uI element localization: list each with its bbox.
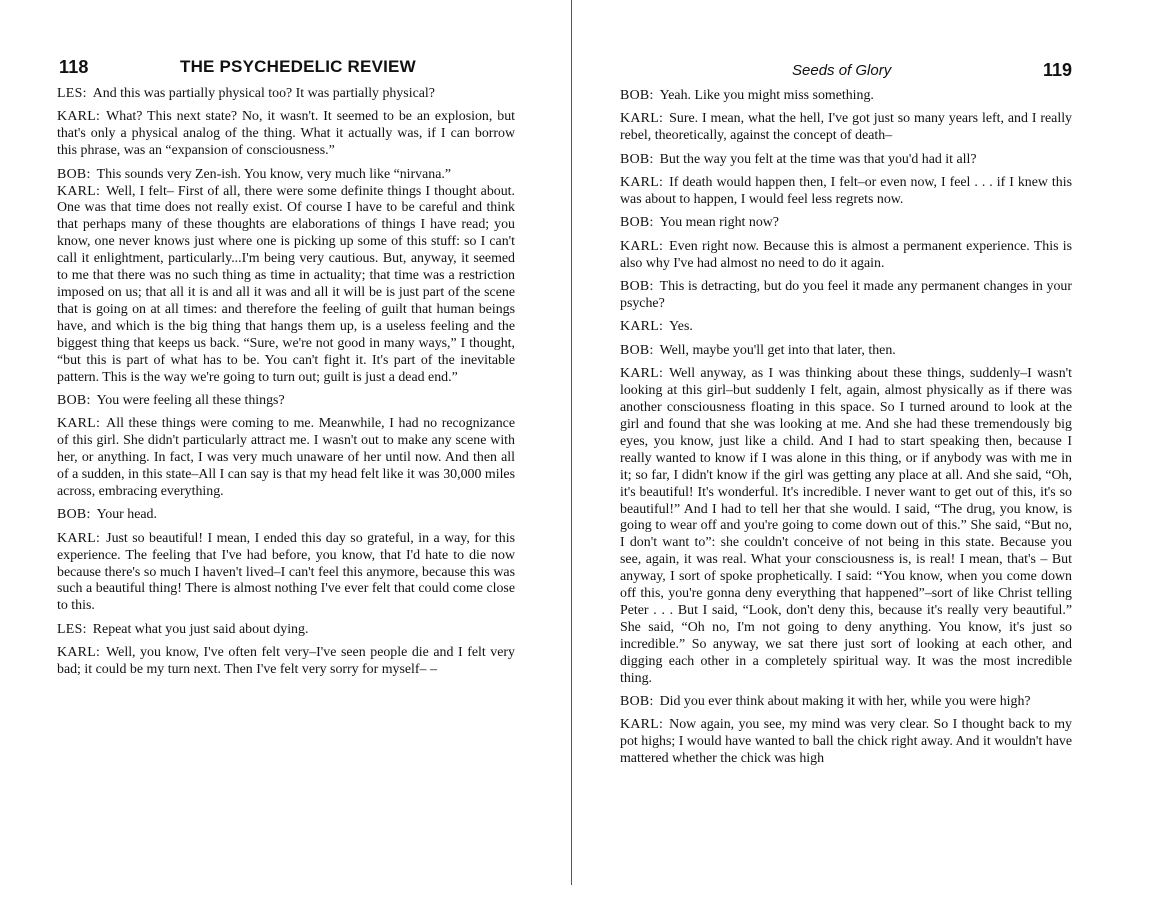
speaker-label: BOB: bbox=[620, 88, 654, 103]
speaker-label: KARL: bbox=[57, 109, 101, 125]
speaker-label: BOB: bbox=[57, 507, 91, 523]
page-number: 118 bbox=[59, 57, 89, 77]
dialogue-text: Yeah. Like you might miss something. bbox=[659, 88, 874, 103]
dialogue-text: This sounds very Zen-ish. You know, very much like “nirvana.” bbox=[96, 166, 452, 182]
speaker-label: KARL: bbox=[57, 183, 101, 199]
dialogue-paragraph bbox=[620, 111, 1072, 145]
speaker-label: BOB: bbox=[620, 151, 654, 167]
dialogue-text: Did you ever think about making it with her, while you were high? bbox=[659, 694, 1031, 709]
right-page-header bbox=[620, 60, 1072, 84]
dialogue-text: Your head. bbox=[96, 507, 157, 523]
dialogue-text: But the way you felt at the time was that you'd had it all? bbox=[659, 151, 977, 167]
speaker-label: BOB: bbox=[57, 392, 91, 408]
dialogue-paragraph bbox=[57, 167, 515, 184]
dialogue-paragraph bbox=[620, 717, 1072, 768]
dialogue-text: You mean right now? bbox=[659, 215, 779, 231]
dialogue-text: Even right now. Because this is almost a permanent experience. This is also why I've had almost no need to do it again. bbox=[620, 238, 1072, 271]
dialogue-paragraph bbox=[57, 622, 515, 639]
dialogue-text: Well, maybe you'll get into that later, then. bbox=[659, 342, 896, 358]
dialogue-paragraph bbox=[620, 88, 1072, 105]
dialogue-paragraph bbox=[57, 507, 515, 524]
dialogue-text: You were feeling all these things? bbox=[96, 392, 285, 408]
dialogue-text: Well anyway, as I was thinking about these things, suddenly–I wasn't looking at this girl–but suddenly I felt, again, almost physically as if there was another consciousness floating in this space. So I turned around to look at the girl and found that she was looking at me. And she had these tremendously big eyes, you know, just like a child. And I had to start speaking then, because I really wanted to know if I was alone in this thing, or if anybody was with me in it; so far, I didn't know if the girl was getting any place at all. And she said, “Oh, it's beautiful! It's wonderful. It's incredible. I never want to get out of this, it's so beautiful!” And I had to tell her that she would. I said, “The drug, you know, is going to wear off and you're going to come down out of this.” She said, “But no, I don't want to”: she couldn't conceive of not being in this state. Because you see, again, it was real. What your consciousness is, is real! I mean, that's – But anyway, I sort of spoke prophetically. I said: “You know, when you come down off this, you're gonna deny everything that happened”–sort of like Christ telling Peter . . . But I said, “Look, don't deny this, because it's really very beautiful.” She said, “Oh no, I'm not going to deny anything. You know, it's just so incredible.” So anyway, we sat there just sort of looking at each other, and digging each other in a completely spiritual way. It was the most incredible thing. bbox=[620, 366, 1072, 686]
dialogue-text: If death would happen then, I felt–or even now, I feel . . . if I knew this was about to happen, I would feel less regrets now. bbox=[620, 175, 1072, 208]
dialogue-text: And this was partially physical too? It was partially physical? bbox=[92, 86, 435, 101]
dialogue-paragraph bbox=[57, 184, 515, 387]
speaker-label: LES: bbox=[57, 621, 87, 637]
dialogue-paragraph bbox=[620, 694, 1072, 711]
speaker-label: BOB: bbox=[620, 694, 654, 709]
speaker-label: KARL: bbox=[57, 416, 101, 432]
dialogue-text: This is detracting, but do you feel it made any permanent changes in your psyche? bbox=[620, 279, 1072, 312]
speaker-label: KARL: bbox=[620, 175, 664, 191]
left-page-body bbox=[57, 86, 515, 686]
dialogue-text: All these things were coming to me. Meanwhile, I had no recognizance of this girl. She didn't particularly attract me. I wasn't out to make any scene with her, or anything. In fact, I was very much unaware of her until now. And then all of a sudden, in this state–All I can say is that my head felt like it was 30,000 miles across, embracing everything. bbox=[57, 416, 515, 499]
dialogue-text: Yes. bbox=[669, 319, 693, 335]
speaker-label: BOB: bbox=[57, 166, 91, 182]
dialogue-text: Just so beautiful! I mean, I ended this day so grateful, in a way, for this experience. The feeling that I've had before, you know, that I'd hate to die now because there's so much I haven't lived–I can't feel this anymore, because this was such a beautiful thing! There is almost nothing I've ever felt that could come close to this. bbox=[57, 530, 515, 614]
speaker-label: KARL: bbox=[57, 645, 101, 661]
dialogue-text: Repeat what you just said about dying. bbox=[92, 621, 309, 637]
dialogue-paragraph bbox=[620, 279, 1072, 313]
dialogue-text: Now again, you see, my mind was very clear. So I thought back to my pot highs; I would have wanted to ball the chick right away. And it wouldn't have mattered whether the chick was high bbox=[620, 717, 1072, 767]
dialogue-paragraph bbox=[620, 319, 1072, 336]
dialogue-text: What? This next state? No, it wasn't. It seemed to be an explosion, but that's only a physical analog of the thing. What it actually was, if I can borrow this phrase, was an “expansion of consciousness.” bbox=[57, 109, 515, 159]
dialogue-paragraph bbox=[57, 531, 515, 616]
dialogue-paragraph bbox=[57, 109, 515, 160]
dialogue-paragraph bbox=[57, 86, 515, 103]
speaker-label: KARL: bbox=[620, 319, 664, 335]
dialogue-paragraph bbox=[57, 416, 515, 501]
speaker-label: KARL: bbox=[620, 238, 664, 254]
left-page-header bbox=[57, 57, 515, 81]
dialogue-paragraph bbox=[620, 366, 1072, 687]
dialogue-paragraph bbox=[57, 645, 515, 679]
dialogue-paragraph bbox=[620, 239, 1072, 273]
page-number: 119 bbox=[1042, 60, 1072, 80]
running-title: THE PSYCHEDELIC REVIEW bbox=[180, 57, 416, 76]
dialogue-text: Well, I felt– First of all, there were some definite things I thought about. One was that time does not really exist. Of course I have to be careful and think that perhaps many of these thoughts are elaborations of things I have read; you know, one never knows just where one is picking up some of this stuff: so I can't call it enlightment, particularly...I'm being very cautious. But, anyway, it seemed to me that there was no such thing as time in actuality; that time was a restriction imposed on us; that all it is and all it was and all it will be is just part of the scene that is going on at all times: and therefore the feeling of guilt that human beings have, and which is the big thing that hangs them up, is a useless feeling and the biggest thing that keeps us back. “Sure, we're not good in many ways,” I thought, “but this is part of what has to be. You can't fight it. It's part of the inevitable pattern. This is the way we're going to turn out; guilt is just a dead end.” bbox=[57, 183, 515, 385]
dialogue-paragraph bbox=[620, 152, 1072, 169]
speaker-label: BOB: bbox=[620, 215, 654, 231]
right-page-body bbox=[620, 88, 1072, 775]
speaker-label: KARL: bbox=[620, 366, 664, 382]
dialogue-text: Sure. I mean, what the hell, I've got just so many years left, and I really rebel, theoretically, against the concept of death– bbox=[620, 111, 1072, 144]
dialogue-text: Well, you know, I've often felt very–I've seen people die and I felt very bad; it could be my turn next. Then I've felt very sorry for myself– – bbox=[57, 645, 515, 678]
running-head: Seeds of Glory bbox=[792, 62, 892, 79]
dialogue-paragraph bbox=[57, 393, 515, 410]
speaker-label: BOB: bbox=[620, 279, 654, 295]
speaker-label: BOB: bbox=[620, 342, 654, 358]
book-gutter bbox=[571, 0, 572, 885]
speaker-label: LES: bbox=[57, 86, 87, 101]
dialogue-paragraph bbox=[620, 175, 1072, 209]
speaker-label: KARL: bbox=[620, 111, 664, 127]
speaker-label: KARL: bbox=[620, 717, 664, 733]
speaker-label: KARL: bbox=[57, 530, 101, 546]
dialogue-paragraph bbox=[620, 343, 1072, 360]
dialogue-paragraph bbox=[620, 215, 1072, 232]
